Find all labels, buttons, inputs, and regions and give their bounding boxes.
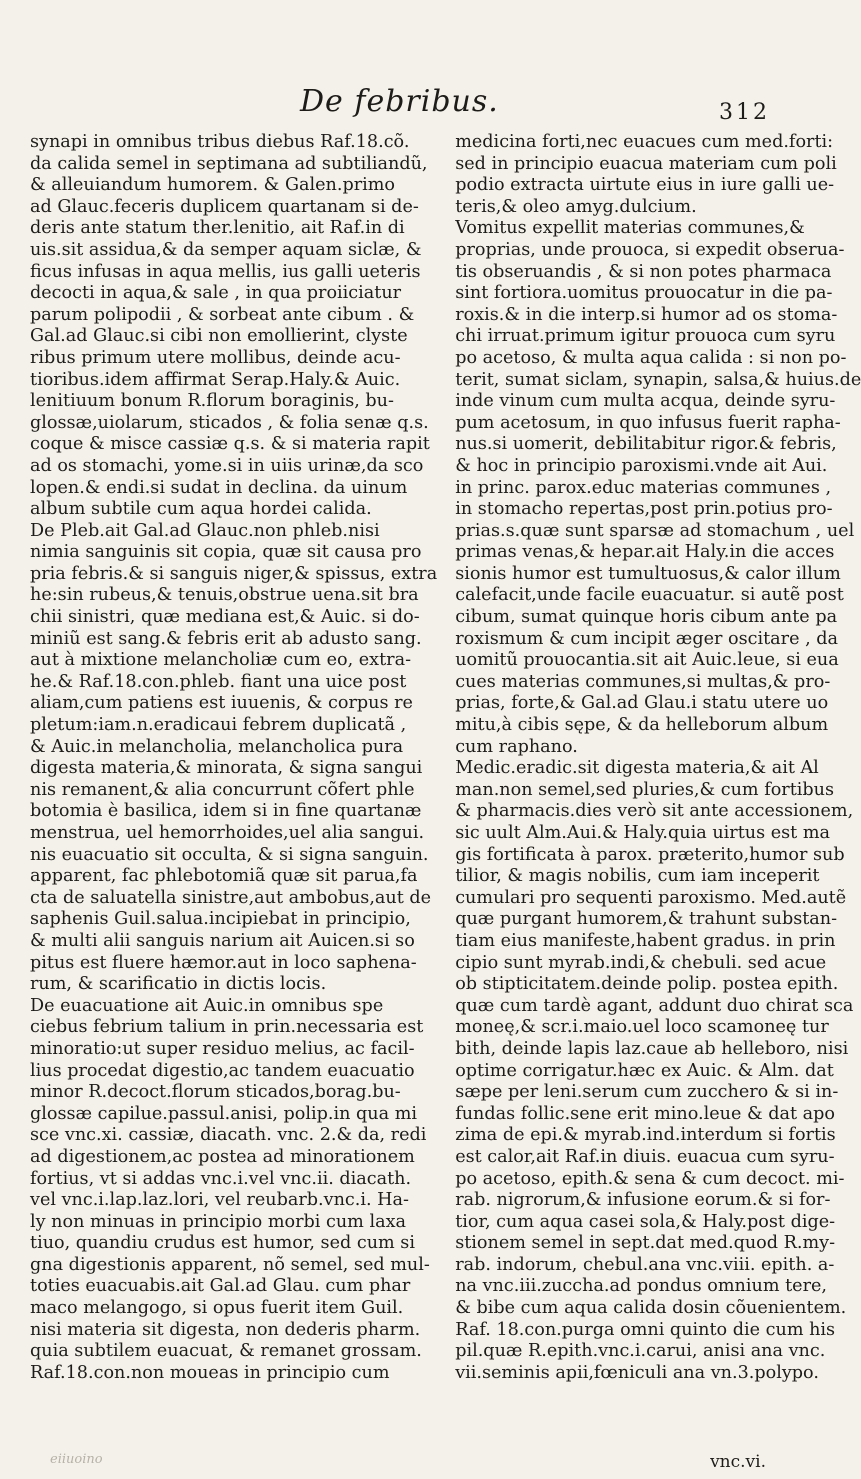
text-line: da calida semel in septimana ad subtiliandũ, — [30, 153, 428, 174]
text-line: nis euacuatio sit occulta, & si signa sanguin. — [30, 844, 429, 865]
text-line: teris,& oleo amyg.dulcium. — [455, 196, 697, 217]
text-line: glossæ,uiolarum, sticados , & folia senæ q.s. — [30, 412, 429, 433]
text-line: Raf.18.con.non moueas in principio cum — [30, 1362, 390, 1383]
text-line: minor R.decoct.florum sticados,borag.bu- — [30, 1082, 401, 1103]
text-line: calefacit,unde facile euacuatur. si autẽ post — [455, 585, 844, 606]
text-line: pum acetosum, in quo infusus fuerit rapha- — [455, 412, 841, 433]
text-line: coque & misce cassiæ q.s. & si materia rapit — [30, 434, 430, 455]
text-line: cumulari pro sequenti paroxismo. Med.autẽ — [455, 887, 847, 908]
text-line: sic uult Alm.Aui.& Haly.quia uirtus est ma — [455, 823, 830, 843]
text-line: po acetoso, epith.& sena & cum decoct. mi- — [455, 1168, 845, 1189]
text-line: maco melangogo, si opus fuerit item Guil. — [30, 1298, 404, 1319]
text-line: optime corrigatur.hæc ex Auic. & Alm. dat — [455, 1060, 834, 1081]
text-line: lenitiuum bonum R.florum boraginis, bu- — [30, 391, 394, 412]
text-line: parum polipodii , & sorbeat ante cibum . & — [30, 304, 415, 325]
text-line: zima de epi.& myrab.ind.interdum si fortis — [455, 1125, 836, 1146]
text-line: botomia è basilica, idem si in fine quartanæ — [30, 801, 422, 822]
text-line: tilior, & magis nobilis, cum iam inceperit — [455, 866, 820, 887]
text-line: na vnc.iii.zuccha.ad pondus omnium tere, — [455, 1276, 828, 1297]
text-line: fundas follic.sene erit mino.leue & dat apo — [455, 1103, 835, 1124]
text-line: ly non minuas in principio morbi cum laxa — [30, 1211, 406, 1232]
text-line: sint fortiora.uomitus prouocatur in die pa- — [455, 283, 833, 304]
text-line: nus.si uomerit, debilitabitur rigor.& febris, — [455, 434, 837, 455]
text-line: man.non semel,sed pluries,& cum fortibus — [455, 779, 835, 800]
text-line: minoratio:ut super residuo melius, ac facil- — [30, 1038, 415, 1059]
text-line: bith, deinde lapis laz.caue ab helleboro, nisi — [455, 1038, 849, 1059]
text-line: cues materias communes,si multas,& pro- — [455, 671, 831, 692]
text-line: aut à mixtione melancholiæ cum eo, extra- — [30, 650, 412, 671]
text-line: quæ cum tardè agant, addunt duo chirat sca — [455, 995, 854, 1016]
text-line: pria febris.& si sanguis niger,& spissus, extra — [30, 563, 438, 584]
text-line: Gal.ad Glauc.si cibi non emollierint, clyste — [30, 326, 408, 347]
text-line: proprias, unde prouoca, si expedit obserua- — [455, 239, 845, 260]
text-line: & alleuiandum humorem. & Galen.primo — [30, 175, 396, 196]
bleed-through-text: eiiuoino — [50, 1452, 103, 1467]
text-line: tis obseruandis , & si non potes pharmaca — [455, 261, 832, 282]
text-line: Raf. 18.con.purga omni quinto die cum his — [455, 1319, 836, 1340]
right-column — [455, 132, 861, 1384]
text-line: nisi materia sit digesta, non dederis pharm. — [30, 1319, 421, 1340]
text-line: tiuo, quandiu crudus est humor, sed cum si — [30, 1233, 415, 1254]
text-line: vel vnc.i.lap.laz.lori, vel reubarb.vnc.i. Ha- — [30, 1190, 409, 1211]
text-line: synapi in omnibus tribus diebus Raf.18.cõ. — [30, 132, 410, 152]
text-line: ciebus febrium talium in prin.necessaria est — [30, 1017, 424, 1038]
text-line: glossæ capilue.passul.anisi, polip.in qua mi — [30, 1103, 418, 1124]
text-line: saphenis Guil.salua.incipiebat in principio, — [30, 909, 411, 930]
text-line: lopen.& endi.si sudat in declina. da uinum — [30, 477, 408, 498]
text-line: ficus infusas in aqua mellis, ius galli ueteris — [30, 261, 421, 282]
text-line: moneę,& scr.i.maio.uel loco scamoneę tur — [455, 1017, 829, 1038]
text-line: stionem semel in sept.dat med.quod R.my- — [455, 1233, 836, 1254]
text-line: in princ. parox.educ materias communes , — [455, 477, 832, 498]
text-line: deris ante statum ther.lenitio, ait Raf.in di — [30, 218, 405, 239]
text-line: nis remanent,& alia concurrunt cõfert phle — [30, 779, 415, 800]
text-line: roxis.& in die interp.si humor ad os stoma- — [455, 304, 838, 325]
text-line: digesta materia,& minorata, & signa sangui — [30, 758, 423, 779]
text-columns — [30, 132, 861, 1384]
text-line: rum, & scarificatio in dictis locis. — [30, 974, 327, 995]
text-line: cum raphano. — [455, 736, 578, 757]
text-line: he.& Raf.18.con.phleb. fiant una uice post — [30, 671, 407, 692]
text-line: menstrua, uel hemorrhoides,uel alia sangui. — [30, 823, 425, 843]
text-line: terit, sumat siclam, synapin, salsa,& huius.de — [455, 369, 861, 390]
text-line: sce vnc.xi. cassiæ, diacath. vnc. 2.& da, redi — [30, 1125, 427, 1146]
text-line: mitu,à cibis sępe, & da helleborum album — [455, 715, 829, 736]
text-line: primas venas,& hepar.ait Haly.in die acces — [455, 542, 835, 563]
text-line: ob stipticitatem.deinde polip. postea epith. — [455, 974, 839, 995]
catchword: vnc.vi. — [710, 1452, 766, 1472]
text-line: & bibe cum aqua calida dosin cõuenientem. — [455, 1298, 847, 1319]
text-line: Medic.eradic.sit digesta materia,& ait Al — [455, 758, 819, 779]
text-line: sed in principio euacua materiam cum poli — [455, 153, 837, 174]
text-line: decocti in aqua,& sale , in qua proiiciatur — [30, 283, 402, 304]
page-number: 312 — [719, 100, 770, 125]
text-line: cibum, sumat quinque horis cibum ante pa — [455, 607, 838, 628]
text-line: miniũ est sang.& febris erit ab adusto sang. — [30, 628, 422, 649]
text-line: rab. indorum, chebul.ana vnc.viii. epith. a- — [455, 1254, 835, 1275]
text-line: tiam eius manifeste,habent gradus. in prin — [455, 930, 836, 951]
text-line: tior, cum aqua casei sola,& Haly.post dige- — [455, 1211, 836, 1232]
text-line: po acetoso, & multa aqua calida : si non po- — [455, 347, 847, 368]
text-line: fortius, vt si addas vnc.i.vel vnc.ii. diacath. — [30, 1168, 412, 1189]
text-line: ad os stomachi, yome.si in uiis urinæ,da sco — [30, 455, 424, 476]
text-line: pil.quæ R.epith.vnc.i.carui, anisi ana vnc. — [455, 1341, 826, 1362]
text-line: he:sin rubeus,& tenuis,obstrue uena.sit bra — [30, 585, 419, 606]
text-line: pitus est fluere hæmor.aut in loco saphena- — [30, 952, 417, 973]
text-line: quia subtilem euacuat, & remanet grossam. — [30, 1341, 422, 1362]
text-line: gis fortificata à parox. præterito,humor sub — [455, 844, 845, 865]
text-line: uis.sit assidua,& da semper aquam siclæ, & — [30, 239, 422, 260]
text-line: rab. nigrorum,& infusione eorum.& si for- — [455, 1190, 831, 1211]
running-head: De febribus. — [300, 84, 499, 119]
text-line: pletum:iam.n.eradicaui febrem duplicatã , — [30, 715, 407, 736]
text-line: apparent, fac phlebotomiã quæ sit parua,fa — [30, 866, 418, 887]
text-line: est calor,ait Raf.in diuis. euacua cum syru- — [455, 1146, 835, 1167]
text-line: nimia sanguinis sit copia, quæ sit causa pro — [30, 542, 422, 563]
text-line: cta de saluatella sinistre,aut ambobus,aut de — [30, 887, 432, 908]
text-line: lius procedat digestio,ac tandem euacuatio — [30, 1060, 415, 1081]
text-line: Vomitus expellit materias communes,& — [455, 218, 805, 239]
text-line: album subtile cum aqua hordei calida. — [30, 499, 372, 520]
text-line: podio extracta uirtute eius in iure galli ue- — [455, 175, 835, 196]
text-line: & pharmacis.dies verò sit ante accessionem, — [455, 801, 854, 822]
text-line: ad digestionem,ac postea ad minorationem — [30, 1146, 415, 1167]
text-line: tioribus.idem affirmat Serap.Haly.& Auic. — [30, 369, 401, 390]
text-line: De euacuatione ait Auic.in omnibus spe — [30, 995, 384, 1016]
text-line: quæ purgant humorem,& trahunt substan- — [455, 909, 838, 930]
text-line: uomitũ prouocantia.sit ait Auic.leue, si eua — [455, 650, 839, 671]
text-line: toties euacuabis.ait Gal.ad Glau. cum phar — [30, 1276, 411, 1297]
text-line: chii sinistri, quæ mediana est,& Auic. si do- — [30, 607, 420, 628]
text-line: chi irruat.primum igitur prouoca cum syru — [455, 326, 836, 347]
text-line: sionis humor est tumultuosus,& calor illum — [455, 563, 841, 584]
text-line: & hoc in principio paroxismi.vnde ait Aui. — [455, 455, 828, 476]
text-line: aliam,cum patiens est iuuenis, & corpus re — [30, 693, 413, 714]
text-line: sæpe per leni.serum cum zucchero & si in- — [455, 1082, 839, 1103]
text-line: gna digestionis apparent, nõ semel, sed mul- — [30, 1254, 430, 1275]
text-line: vii.seminis apii,fœniculi ana vn.3.polypo. — [455, 1362, 819, 1383]
text-line: roxismum & cum incipit æger oscitare , da — [455, 628, 839, 649]
text-line: & multi alii sanguis narium ait Auicen.si so — [30, 930, 415, 951]
text-line: inde vinum cum multa acqua, deinde syru- — [455, 391, 836, 412]
text-line: prias, forte,& Gal.ad Glau.i statu utere uo — [455, 693, 829, 714]
text-line: prias.s.quæ sunt sparsæ ad stomachum , uel — [455, 520, 855, 541]
text-line: ribus primum utere mollibus, deinde acu- — [30, 347, 401, 368]
text-line: cipio sunt myrab.indi,& chebuli. sed acue — [455, 952, 827, 973]
text-line: in stomacho repertas,post prin.potius pro- — [455, 499, 833, 520]
left-column — [30, 132, 437, 1384]
text-line: medicina forti,nec euacues cum med.forti: — [455, 132, 834, 152]
text-line: & Auic.in melancholia, melancholica pura — [30, 736, 404, 757]
text-line: De Pleb.ait Gal.ad Glauc.non phleb.nisi — [30, 520, 380, 541]
text-line: ad Glauc.feceris duplicem quartanam si de- — [30, 196, 419, 217]
